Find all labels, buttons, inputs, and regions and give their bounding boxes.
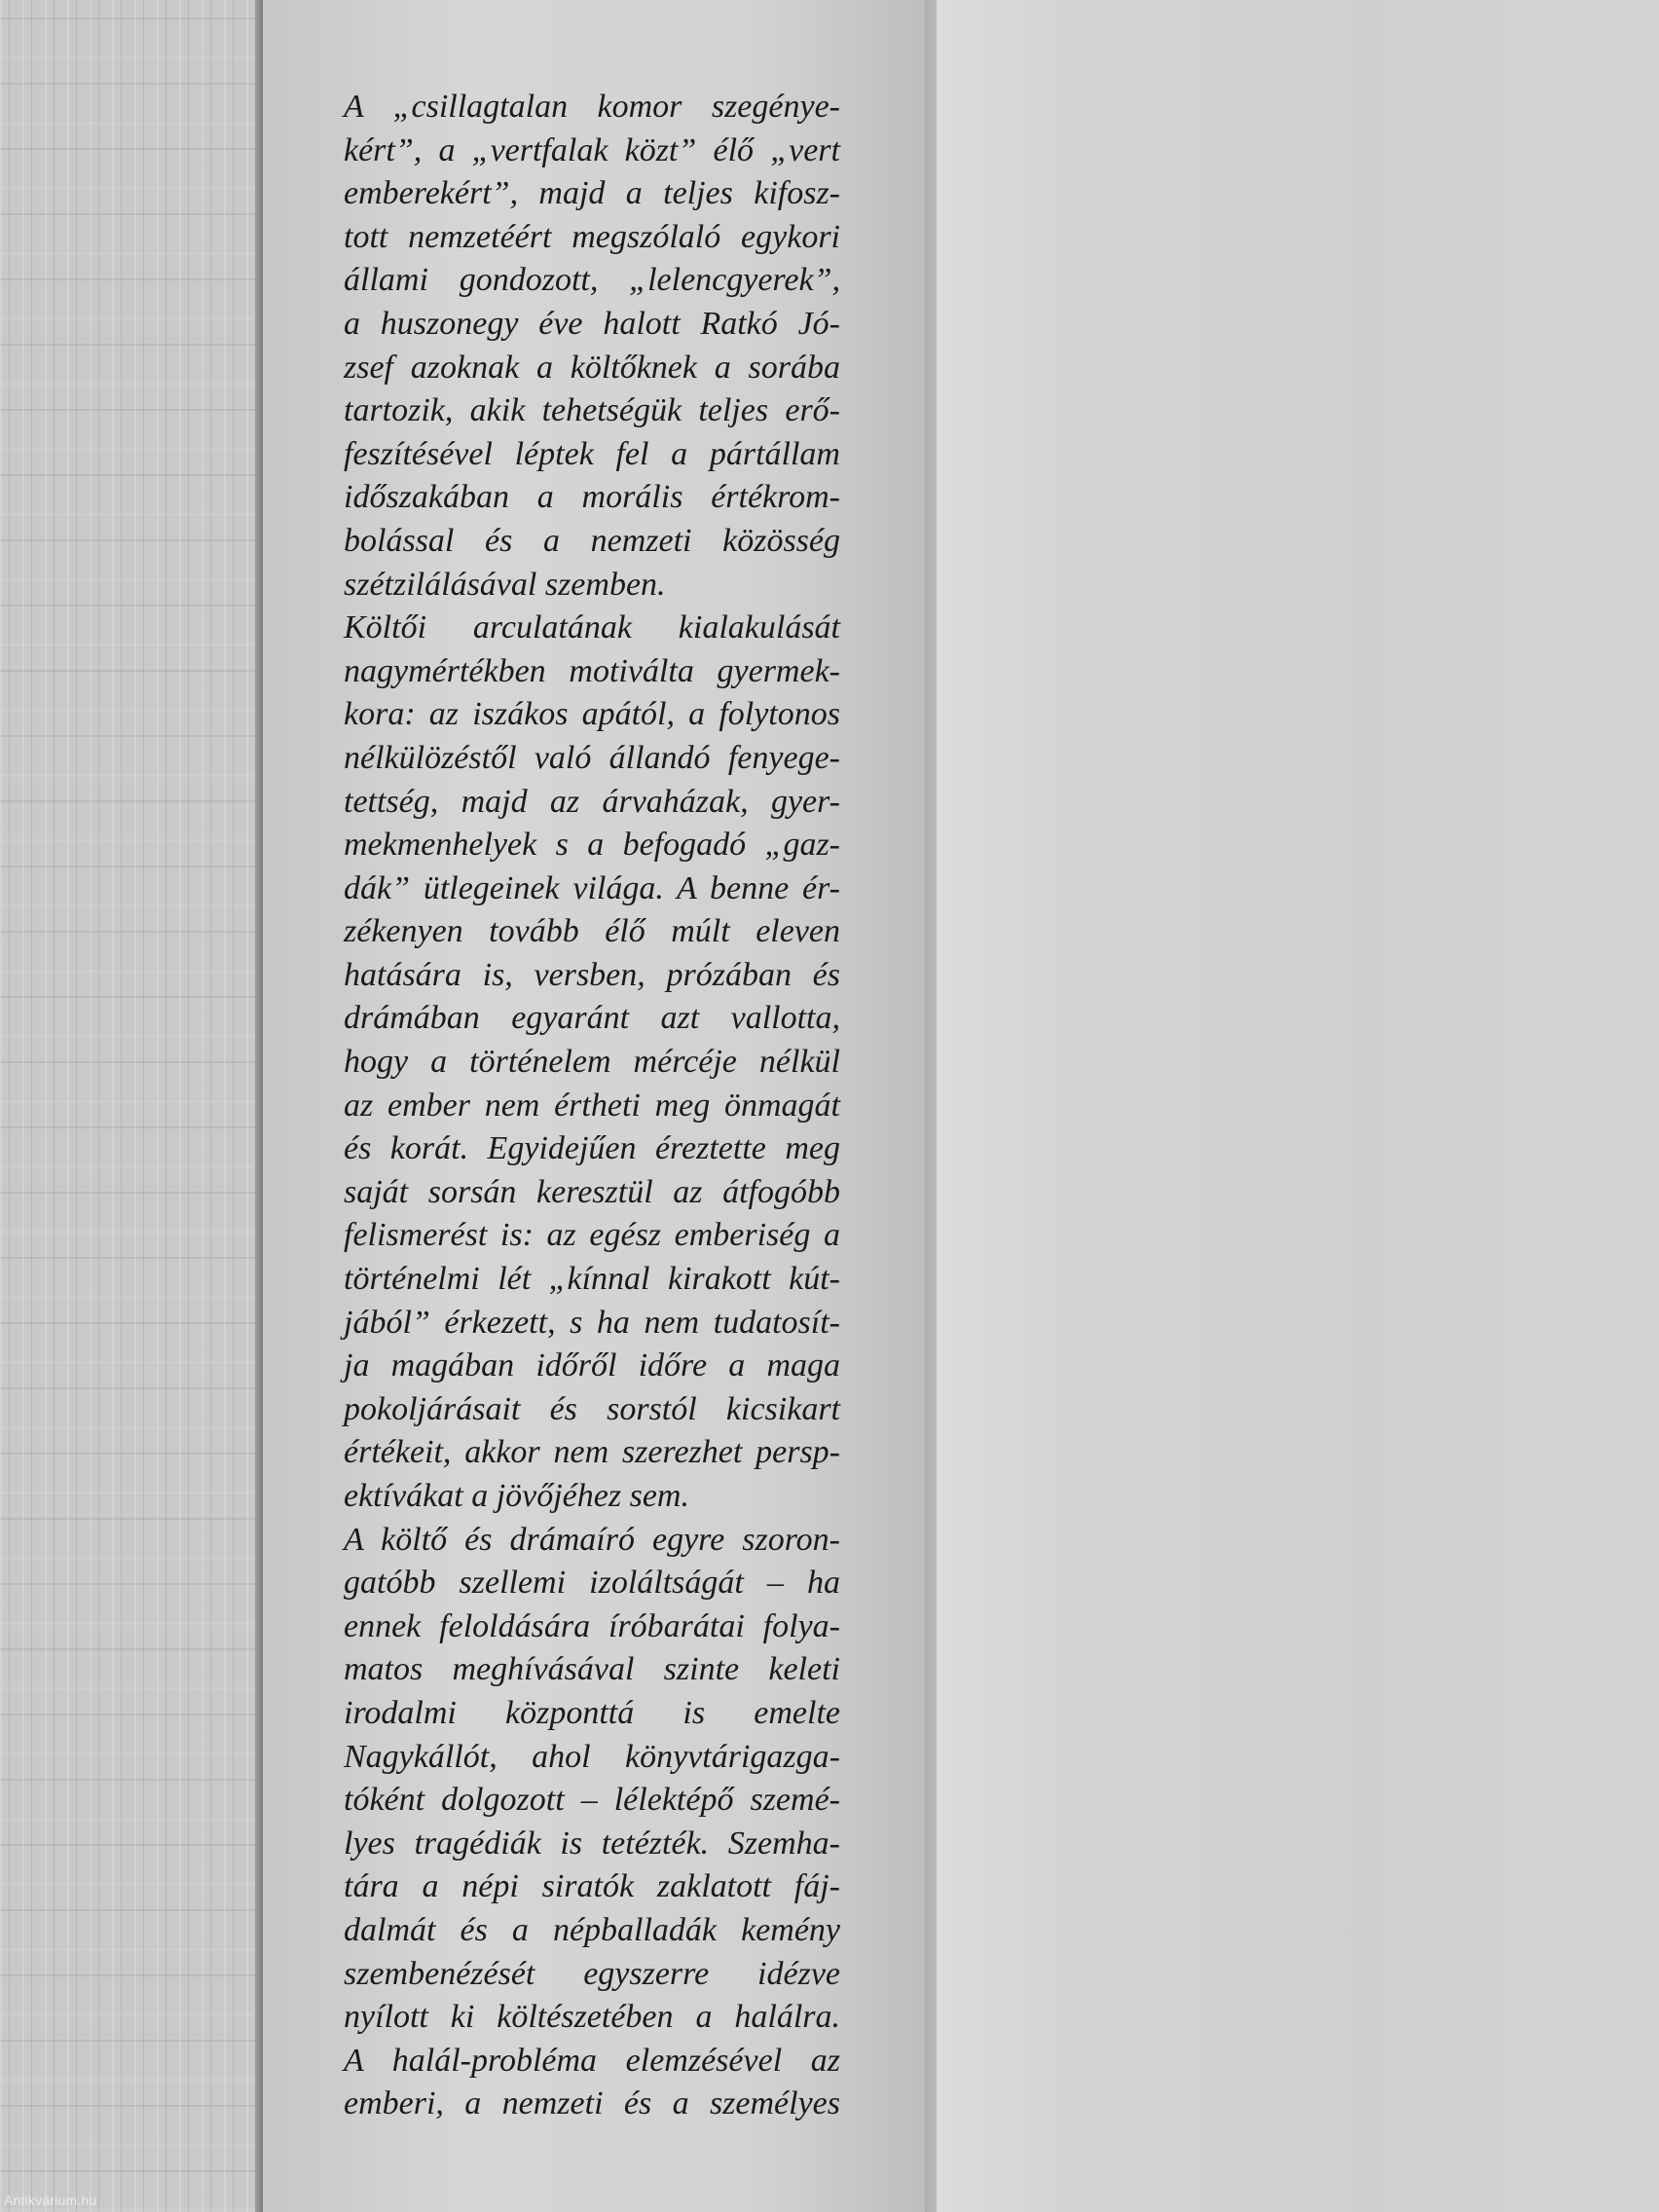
text-line: feszítésével léptek fel a pártállam [344,435,840,472]
text-line: időszakában a morális értékrom- [344,479,840,516]
text-line: felismerést is: az egész emberiség a [344,1217,840,1254]
text-line: emberi, a nemzeti és a személyes [344,2085,840,2122]
text-line: gatóbb szellemi izoláltságát – ha [344,1565,840,1602]
text-line: ja magában időről időre a maga [344,1347,840,1384]
text-line: nyílott ki költészetében a halálra. [344,1999,840,2036]
text-line: A „csillagtalan komor szegénye- [344,89,840,125]
text-line: drámában egyaránt azt vallotta, [344,1000,840,1037]
text-line: ennek feloldására íróbarátai folya- [344,1607,840,1644]
flap-text-block [344,86,840,2126]
text-line: saját sorsán keresztül az átfogóbb [344,1173,840,1210]
text-line: dalmát és a népballadák kemény [344,1911,840,1948]
watermark: Antikvárium.hu [4,2193,97,2208]
text-line: mekmenhelyek s a befogadó „gaz- [344,827,840,864]
text-line: tott nemzetéért megszólaló egykori [344,218,840,255]
text-line: zsef azoknak a költőknek a sorába [344,349,840,386]
text-line: matos meghívásával szinte keleti [344,1651,840,1688]
text-line: Nagykállót, ahol könyvtárigazga- [344,1738,840,1775]
text-line: jából” érkezett, s ha nem tudatosít- [344,1304,840,1341]
text-line: bolással és a nemzeti közösség [344,522,840,559]
text-line: nagymértékben motiválta gyermek- [344,652,840,689]
text-line: nélkülözéstől való állandó fenyege- [344,739,840,776]
text-line: szétzilálásával szemben. [344,566,666,603]
text-line: hogy a történelem mércéje nélkül [344,1044,840,1081]
text-line: zékenyen tovább élő múlt eleven [344,913,840,950]
text-line: lyes tragédiák is tetézték. Szemha- [344,1825,840,1862]
text-line: tettség, majd az árvaházak, gyer- [344,783,840,820]
text-line: A halál-probléma elemzésével az [344,2042,840,2079]
text-line: történelmi lét „kínnal kirakott kút- [344,1261,840,1298]
text-line: állami gondozott, „lelencgyerek”, [344,262,840,299]
text-line: A költő és drámaíró egyre szoron- [344,1521,840,1558]
text-line: Költői arculatának kialakulását [344,609,840,646]
blank-page [937,0,1659,2212]
text-line: tára a népi siratók zaklatott fáj- [344,1868,840,1905]
text-line: irodalmi központtá is emelte [344,1694,840,1731]
text-line: tóként dolgozott – lélektépő szemé- [344,1782,840,1819]
cover-textured-strip [0,0,261,2212]
text-line: tartozik, akik tehetségük teljes erő- [344,392,840,429]
text-line: szembenézését egyszerre idézve [344,1955,840,1992]
text-line: dák” ütlegeinek világa. A benne ér- [344,869,840,906]
text-line: és korát. Egyidejűen éreztette meg [344,1130,840,1167]
text-line: ektívákat a jövőjéhez sem. [344,1478,689,1514]
text-line: pokoljárásait és sorstól kicsikart [344,1390,840,1427]
text-line: értékeit, akkor nem szerezhet persp- [344,1434,840,1471]
cover-edge [255,0,263,2212]
text-line: hatására is, versben, prózában és [344,956,840,993]
text-line: kora: az iszákos apától, a folytonos [344,696,840,733]
text-line: a huszonegy éve halott Ratkó Jó- [344,305,840,342]
text-line: az ember nem értheti meg önmagát [344,1087,840,1124]
text-line: kért”, a „vertfalak közt” élő „vert [344,131,840,168]
text-line: emberekért”, majd a teljes kifosz- [344,175,840,212]
